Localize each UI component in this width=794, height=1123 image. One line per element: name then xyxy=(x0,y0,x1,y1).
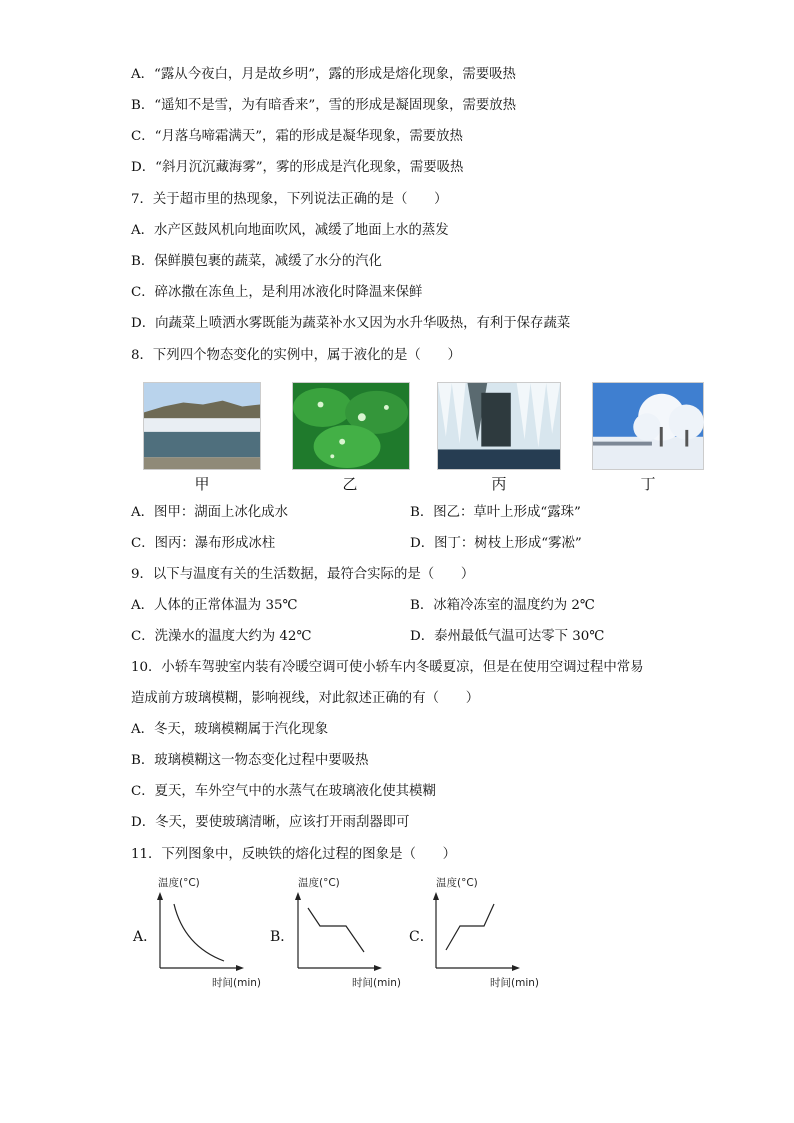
q6-option-a: A．“露从今夜白，月是故乡明”，露的形成是熔化现象，需要吸热 xyxy=(131,67,516,82)
q11-graph-b-ylabel: 温度(°C) xyxy=(298,877,340,889)
q11-stem: 11．下列图象中，反映铁的熔化过程的图象是（ ） xyxy=(131,847,457,862)
q9-option-c: C．洗澡水的温度大约为 42℃ xyxy=(131,629,312,644)
q11-graph-b-curve xyxy=(308,908,364,952)
q11-graph-a-xlabel: 时间(min) xyxy=(212,977,261,989)
q7-option-b: B．保鲜膜包裹的蔬菜，减缓了水分的汽化 xyxy=(131,254,382,269)
q8-stem: 8．下列四个物态变化的实例中，属于液化的是（ ） xyxy=(131,348,461,363)
q6-option-b: B．“遥知不是雪，为有暗香来”，雪的形成是凝固现象，需要放热 xyxy=(131,98,517,113)
q8-caption-ding: 丁 xyxy=(640,475,656,493)
q9-stem: 9．以下与温度有关的生活数据，最符合实际的是（ ） xyxy=(131,567,475,582)
q8-option-c: C．图丙：瀑布形成冰柱 xyxy=(131,536,276,551)
q11-option-a-label: A． xyxy=(133,929,158,945)
q6-option-c: C．“月落乌啼霜满天”，霜的形成是凝华现象，需要放热 xyxy=(131,129,463,144)
q8-photo-bing-icicles xyxy=(437,382,561,470)
q11-graph-c-xlabel: 时间(min) xyxy=(490,977,539,989)
q11-graph-a-ylabel: 温度(°C) xyxy=(158,877,200,889)
q11-graph-c xyxy=(426,872,548,990)
q7-stem: 7．关于超市里的热现象，下列说法正确的是（ ） xyxy=(131,192,448,207)
q10-stem-line1: 10．小轿车驾驶室内装有冷暖空调可使小轿车内冬暖夏凉，但是在使用空调过程中常易 xyxy=(131,660,644,675)
q10-option-c: C．夏天，车外空气中的水蒸气在玻璃液化使其模糊 xyxy=(131,784,436,799)
q7-option-c: C．碎冰撒在冻鱼上，是利用冰液化时降温来保鲜 xyxy=(131,285,423,300)
q10-option-a: A．冬天，玻璃模糊属于汽化现象 xyxy=(131,722,329,737)
q8-photo-ding-rime-trees xyxy=(592,382,704,470)
q11-graph-a xyxy=(150,872,261,990)
q7-option-d: D．向蔬菜上喷洒水雾既能为蔬菜补水又因为水升华吸热，有利于保存蔬菜 xyxy=(131,316,571,331)
q8-caption-jia: 甲 xyxy=(194,475,210,493)
q8-caption-bing: 丙 xyxy=(491,475,507,493)
q10-stem-line2: 造成前方玻璃模糊，影响视线，对此叙述正确的有（ ） xyxy=(131,691,480,706)
q6-option-d: D．“斜月沉沉藏海雾”，雾的形成是汽化现象，需要吸热 xyxy=(131,160,464,175)
q8-option-d: D．图丁：树枝上形成“雾凇” xyxy=(410,536,582,551)
q9-option-d: D．泰州最低气温可达零下 30℃ xyxy=(410,629,605,644)
q10-option-b: B．玻璃模糊这一物态变化过程中要吸热 xyxy=(131,753,369,768)
q9-option-b: B．冰箱冷冻室的温度约为 2℃ xyxy=(410,598,595,613)
q7-option-a: A．水产区鼓风机向地面吹风，减缓了地面上水的蒸发 xyxy=(131,223,449,238)
q10-option-d: D．冬天，要使玻璃清晰，应该打开雨刮器即可 xyxy=(131,815,410,830)
q8-caption-yi: 乙 xyxy=(342,475,358,493)
q8-photo-yi-dew-leaves xyxy=(292,382,410,470)
q11-graph-c-curve xyxy=(446,904,494,950)
q8-option-b: B．图乙：草叶上形成“露珠” xyxy=(410,505,581,520)
q8-option-a: A．图甲：湖面上冰化成水 xyxy=(131,505,288,520)
q11-graph-b xyxy=(288,872,410,990)
q9-option-a: A．人体的正常体温为 35℃ xyxy=(131,598,298,613)
q11-graph-b-xlabel: 时间(min) xyxy=(352,977,401,989)
q11-graph-c-ylabel: 温度(°C) xyxy=(436,877,478,889)
q11-option-c-label: C． xyxy=(409,929,434,945)
q11-graph-a-curve xyxy=(174,904,224,961)
q8-photo-jia-frozen-lake xyxy=(143,382,261,470)
q11-option-b-label: B． xyxy=(270,929,295,945)
